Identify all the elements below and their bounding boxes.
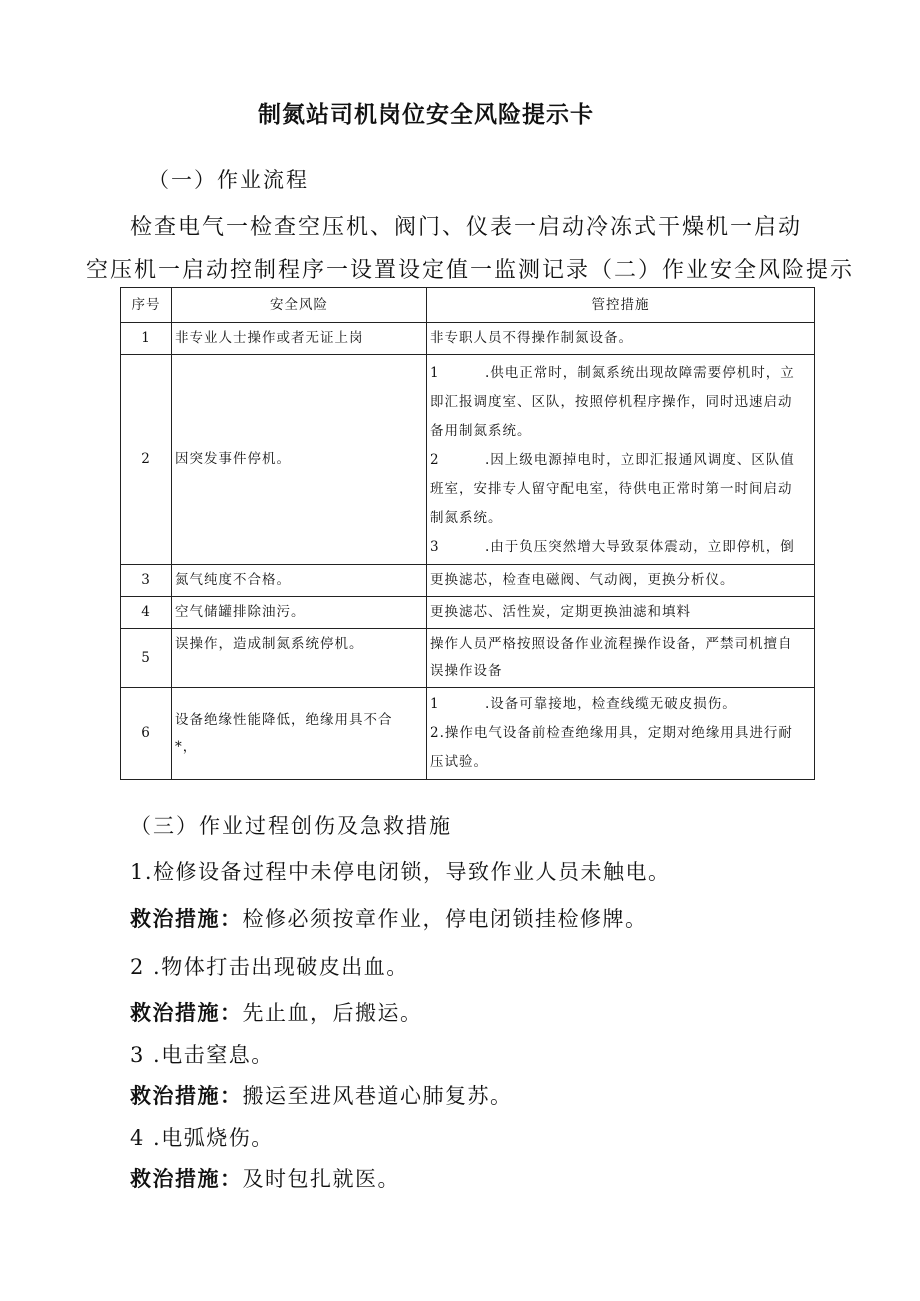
row-measure bbox=[427, 688, 815, 780]
measure-text: 制氮系统。 bbox=[430, 510, 503, 526]
rescue-label: 救治措施： bbox=[130, 1084, 243, 1108]
measure-num: 1 bbox=[430, 365, 440, 381]
table-header-row bbox=[121, 288, 815, 323]
measure-num: 3 bbox=[430, 539, 440, 555]
risk-table bbox=[120, 287, 815, 780]
measure-text: .设备可靠接地，检查线缆无破皮损伤。 bbox=[485, 696, 737, 712]
injury-item-3: 3 .电击窒息。 bbox=[130, 1043, 274, 1067]
row-measure bbox=[427, 355, 815, 565]
measure-num: 2 bbox=[430, 452, 440, 468]
row-risk: 空气储罐排除油污。 bbox=[172, 597, 427, 629]
table-row bbox=[121, 597, 815, 629]
table-row bbox=[121, 355, 815, 565]
row-no: 5 bbox=[121, 629, 172, 688]
injury-item-4: 4 .电弧烧伤。 bbox=[130, 1126, 274, 1150]
measure-text: .供电正常时，制氮系统出现故障需要停机时，立 bbox=[485, 365, 795, 381]
measure-text: 备用制氮系统。 bbox=[430, 423, 532, 439]
measure-text: 操作人员严格按照设备作业流程操作设备，严禁司机擅自 bbox=[430, 636, 793, 652]
rescue-text: 及时包扎就医。 bbox=[242, 1167, 400, 1191]
measure-text: 即汇报调度室、区队，按照停机程序操作，同时迅速启动 bbox=[430, 394, 793, 410]
row-measure: 更换滤芯，检查电磁阀、气动阀，更换分析仪。 bbox=[427, 565, 815, 597]
measure-text: .因上级电源掉电时，立即汇报通风调度、区队值 bbox=[485, 452, 795, 468]
header-risk: 安全风险 bbox=[172, 288, 427, 323]
table-row bbox=[121, 323, 815, 355]
row-no: 4 bbox=[121, 597, 172, 629]
row-measure bbox=[427, 629, 815, 688]
row-risk: 非专业人士操作或者无证上岗 bbox=[172, 323, 427, 355]
row-no: 1 bbox=[121, 323, 172, 355]
rescue-label: 救治措施： bbox=[130, 1001, 243, 1025]
row-no: 2 bbox=[121, 355, 172, 565]
rescue-item-2 bbox=[130, 997, 423, 1027]
rescue-item-1 bbox=[130, 903, 648, 933]
injury-item-1: 1.检修设备过程中未停电闭锁，导致作业人员未触电。 bbox=[130, 860, 671, 884]
rescue-text: 先止血，后搬运。 bbox=[242, 1001, 423, 1025]
page-title: 制氮站司机岗位安全风险提示卡 bbox=[258, 102, 594, 128]
rescue-label: 救治措施： bbox=[130, 1167, 243, 1191]
row-no: 6 bbox=[121, 688, 172, 780]
rescue-item-3 bbox=[130, 1080, 513, 1110]
measure-text: .由于负压突然增大导致泵体震动，立即停机，倒 bbox=[485, 539, 795, 555]
header-measure: 管控措施 bbox=[427, 288, 815, 323]
row-measure: 更换滤芯、活性炭，定期更换油滤和填料 bbox=[427, 597, 815, 629]
header-no: 序号 bbox=[121, 288, 172, 323]
measure-text: 班室，安排专人留守配电室，待供电正常时第一时间启动 bbox=[430, 481, 793, 497]
row-risk: 氮气纯度不合格。 bbox=[172, 565, 427, 597]
row-no: 3 bbox=[121, 565, 172, 597]
table-row bbox=[121, 688, 815, 780]
table-row bbox=[121, 629, 815, 688]
row-risk: 误操作，造成制氮系统停机。 bbox=[172, 629, 427, 688]
table-row bbox=[121, 565, 815, 597]
row-measure: 非专职人员不得操作制氮设备。 bbox=[427, 323, 815, 355]
risk-text: *， bbox=[175, 738, 198, 755]
rescue-label: 救治措施： bbox=[130, 907, 243, 931]
measure-text: 压试验。 bbox=[430, 754, 488, 770]
row-risk: 因突发事件停机。 bbox=[172, 355, 427, 565]
rescue-item-4 bbox=[130, 1163, 400, 1193]
rescue-text: 检修必须按章作业，停电闭锁挂检修牌。 bbox=[242, 907, 648, 931]
risk-text: 设备绝缘性能降低，绝缘用具不合 bbox=[175, 711, 393, 728]
section1-heading: （一）作业流程 bbox=[148, 168, 309, 192]
rescue-text: 搬运至进风巷道心肺复苏。 bbox=[242, 1084, 513, 1108]
row-risk bbox=[172, 688, 427, 780]
injury-item-2: 2 .物体打击出现破皮出血。 bbox=[130, 955, 409, 979]
measure-text: 误操作设备 bbox=[430, 663, 503, 679]
section3-heading: （三）作业过程创伤及急救措施 bbox=[130, 814, 452, 838]
measure-num: 1 bbox=[430, 696, 440, 712]
flow-line-1: 检查电气一检查空压机、阀门、仪表一启动冷冻式干燥机一启动 bbox=[130, 215, 803, 240]
measure-text: 2.操作电气设备前检查绝缘用具，定期对绝缘用具进行耐 bbox=[430, 725, 793, 741]
flow-line-2: 空压机一启动控制程序一设置设定值一监测记录（二）作业安全风险提示 bbox=[86, 258, 855, 283]
